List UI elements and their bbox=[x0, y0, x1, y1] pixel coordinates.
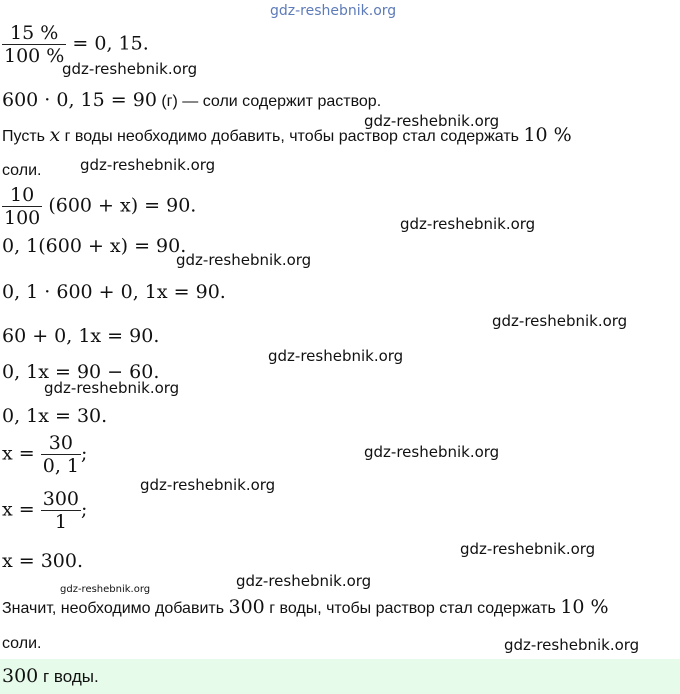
text: Значит, необходимо добавить bbox=[2, 600, 229, 617]
solution-line-15: соли. bbox=[2, 635, 42, 652]
watermark: gdz-reshebnik.org bbox=[236, 572, 372, 590]
fraction-numerator: 15 % bbox=[2, 22, 66, 45]
expression: 600 · 0, 15 = 90 bbox=[2, 89, 157, 111]
fraction bbox=[41, 488, 81, 533]
fraction-denominator: 100 bbox=[4, 207, 41, 229]
watermark: gdz-reshebnik.org bbox=[80, 156, 216, 174]
watermark: gdz-reshebnik.org bbox=[492, 312, 628, 330]
expression: (600 + x) = 90. bbox=[48, 194, 197, 217]
fraction-denominator: 100 % bbox=[4, 45, 65, 67]
solution-line-7: 0, 1 · 600 + 0, 1x = 90. bbox=[2, 281, 226, 303]
answer-number: 300 bbox=[2, 665, 39, 687]
expression: ; bbox=[81, 442, 88, 465]
watermark: gdz-reshebnik.org bbox=[460, 540, 596, 558]
fraction bbox=[41, 432, 81, 477]
fraction-denominator: 0, 1 bbox=[42, 455, 79, 477]
text: г воды, чтобы раствор стал содержать bbox=[264, 600, 561, 617]
watermark: gdz-reshebnik.org bbox=[140, 476, 276, 494]
watermark: gdz-reshebnik.org bbox=[400, 215, 536, 233]
header-watermark[interactable]: gdz-reshebnik.org bbox=[270, 3, 397, 19]
fraction-numerator: 300 bbox=[42, 488, 79, 510]
solution-line-5 bbox=[2, 184, 196, 229]
watermark: gdz-reshebnik.org bbox=[504, 636, 640, 654]
fraction bbox=[2, 22, 66, 67]
number: 300 bbox=[228, 596, 265, 618]
answer-box bbox=[0, 659, 680, 694]
percent: 10 % bbox=[523, 124, 572, 146]
text: (г) — соли содержит раствор. bbox=[156, 93, 382, 110]
solution-line-3 bbox=[2, 124, 572, 146]
watermark: gdz-reshebnik.org bbox=[62, 60, 198, 78]
expression: = 0, 15. bbox=[72, 32, 149, 55]
fraction-denominator: 1 bbox=[54, 511, 67, 533]
watermark: gdz-reshebnik.org bbox=[364, 443, 500, 461]
watermark: gdz-reshebnik.org bbox=[44, 379, 180, 397]
solution-line-11 bbox=[2, 432, 87, 477]
solution-line-6: 0, 1(600 + x) = 90. bbox=[2, 235, 187, 257]
answer-line bbox=[2, 665, 99, 687]
solution-line-4: соли. bbox=[2, 162, 42, 179]
solution-line-14 bbox=[2, 596, 609, 618]
fraction-numerator: 30 bbox=[41, 432, 81, 455]
expression: x = bbox=[2, 442, 35, 465]
percent: 10 % bbox=[560, 596, 609, 618]
solution-line-2 bbox=[2, 89, 381, 111]
expression: ; bbox=[81, 498, 88, 521]
solution-line-10: 0, 1x = 30. bbox=[2, 405, 108, 427]
text: Пусть bbox=[2, 128, 50, 145]
watermark: gdz-reshebnik.org bbox=[60, 584, 151, 595]
expression: x = bbox=[2, 498, 35, 521]
solution-line-12 bbox=[2, 488, 87, 533]
solution-line-13: x = 300. bbox=[2, 550, 84, 572]
solution-line-8: 60 + 0, 1x = 90. bbox=[2, 325, 160, 347]
solution-line-9: 0, 1x = 90 − 60. bbox=[2, 361, 160, 383]
watermark: gdz-reshebnik.org bbox=[364, 112, 500, 130]
watermark: gdz-reshebnik.org bbox=[268, 347, 404, 365]
variable: x bbox=[49, 124, 61, 146]
text: г воды необходимо добавить, чтобы раствор стал содержать bbox=[60, 128, 524, 145]
fraction-numerator: 10 bbox=[2, 184, 42, 207]
answer-text: г воды. bbox=[38, 667, 99, 686]
fraction bbox=[2, 184, 42, 229]
watermark: gdz-reshebnik.org bbox=[176, 251, 312, 269]
